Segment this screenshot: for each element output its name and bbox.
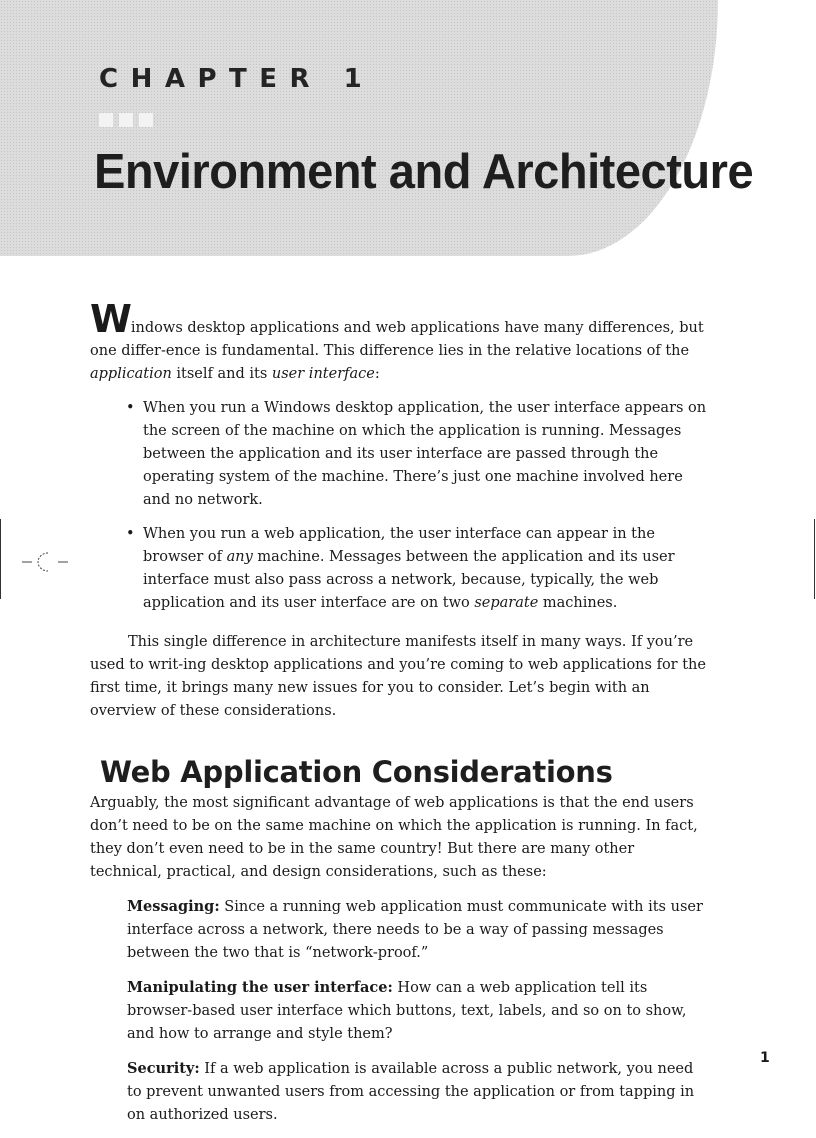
closing-paragraph: This single difference in architecture manifests itself in many ways. If you’re used to writ-ing desktop applications and you’re coming to web applications for the first time, it brings many new issues for you to consider. Let’s begin with an overview of these considerations. <box>90 634 706 719</box>
consideration-term: Security: <box>127 1060 200 1077</box>
bullet-list <box>90 397 710 615</box>
chapter-ornament <box>99 113 153 127</box>
consideration-text: Since a running web application must communicate with its user interface across a network, there needs to be a way of passing messages between the two that is “network-proof.” <box>127 899 703 961</box>
ornament-square <box>119 113 133 127</box>
chapter-header-band <box>0 0 718 256</box>
consideration-item <box>127 1057 710 1127</box>
bullet-item <box>143 397 710 512</box>
consideration-term: Manipulating the user interface: <box>127 979 393 996</box>
crop-mark-left <box>0 519 1 599</box>
chapter-label: CHAPTER 1 <box>99 64 375 94</box>
section-intro: Arguably, the most significant advantage of web applications is that the end users don’t need to be on the same machine on which the application is running. In fact, they don’t even need to be in the same country! But there are many other technical, practical, and design considerations, such as these: <box>90 795 698 880</box>
ornament-square <box>139 113 153 127</box>
bullet-emphasis: separate <box>474 595 539 611</box>
bullet-emphasis: any <box>226 549 253 565</box>
crop-mark-right <box>814 519 815 599</box>
considerations-list <box>90 895 710 1127</box>
consideration-term: Messaging: <box>127 898 220 915</box>
page-body <box>90 297 710 1138</box>
bullet-fragment: machine. Messages between the application and its user interface must also pass across a network, because, typically, the web application and its user interface are on two <box>143 549 675 611</box>
bullet-item <box>143 523 710 615</box>
consideration-item <box>127 895 710 965</box>
bullet-text: • When you run a Windows desktop application, the user interface appears on the screen of the machine on which the application is running. Messages between the application and its user interface are passed through the operating system of the machine. There’s just one machine involved here and no network. <box>143 400 707 508</box>
bullet-fragment: machines. <box>538 595 618 611</box>
registration-mark-icon <box>20 549 70 575</box>
intro-emphasis: application <box>90 366 172 382</box>
consideration-text: How can a web application tell its browser-based user interface which buttons, text, labels, and so on to show, and how to arrange and style them? <box>127 980 687 1042</box>
section-heading: Web Application Considerations <box>100 755 613 789</box>
intro-text: indows desktop applications and web applications have many differences, but one differ-ence is fundamental. This difference lies in the relative locations of the <box>90 320 704 359</box>
consideration-text: If a web application is available across a public network, you need to prevent unwanted users from accessing the application or from tapping in on authorized users. <box>127 1061 695 1123</box>
intro-paragraph <box>90 297 710 386</box>
intro-text: : <box>374 366 380 382</box>
page-number: 1 <box>760 1050 770 1066</box>
drop-cap: W <box>90 297 131 341</box>
ornament-square <box>99 113 113 127</box>
consideration-item <box>127 976 710 1046</box>
chapter-title: Environment and Architecture <box>94 145 754 199</box>
intro-text: itself and its <box>171 366 272 382</box>
intro-emphasis: user interface <box>271 366 375 382</box>
bullet-text <box>143 523 710 615</box>
bullet-fragment: When you run a web application, the user interface can appear in the browser of <box>143 526 655 565</box>
